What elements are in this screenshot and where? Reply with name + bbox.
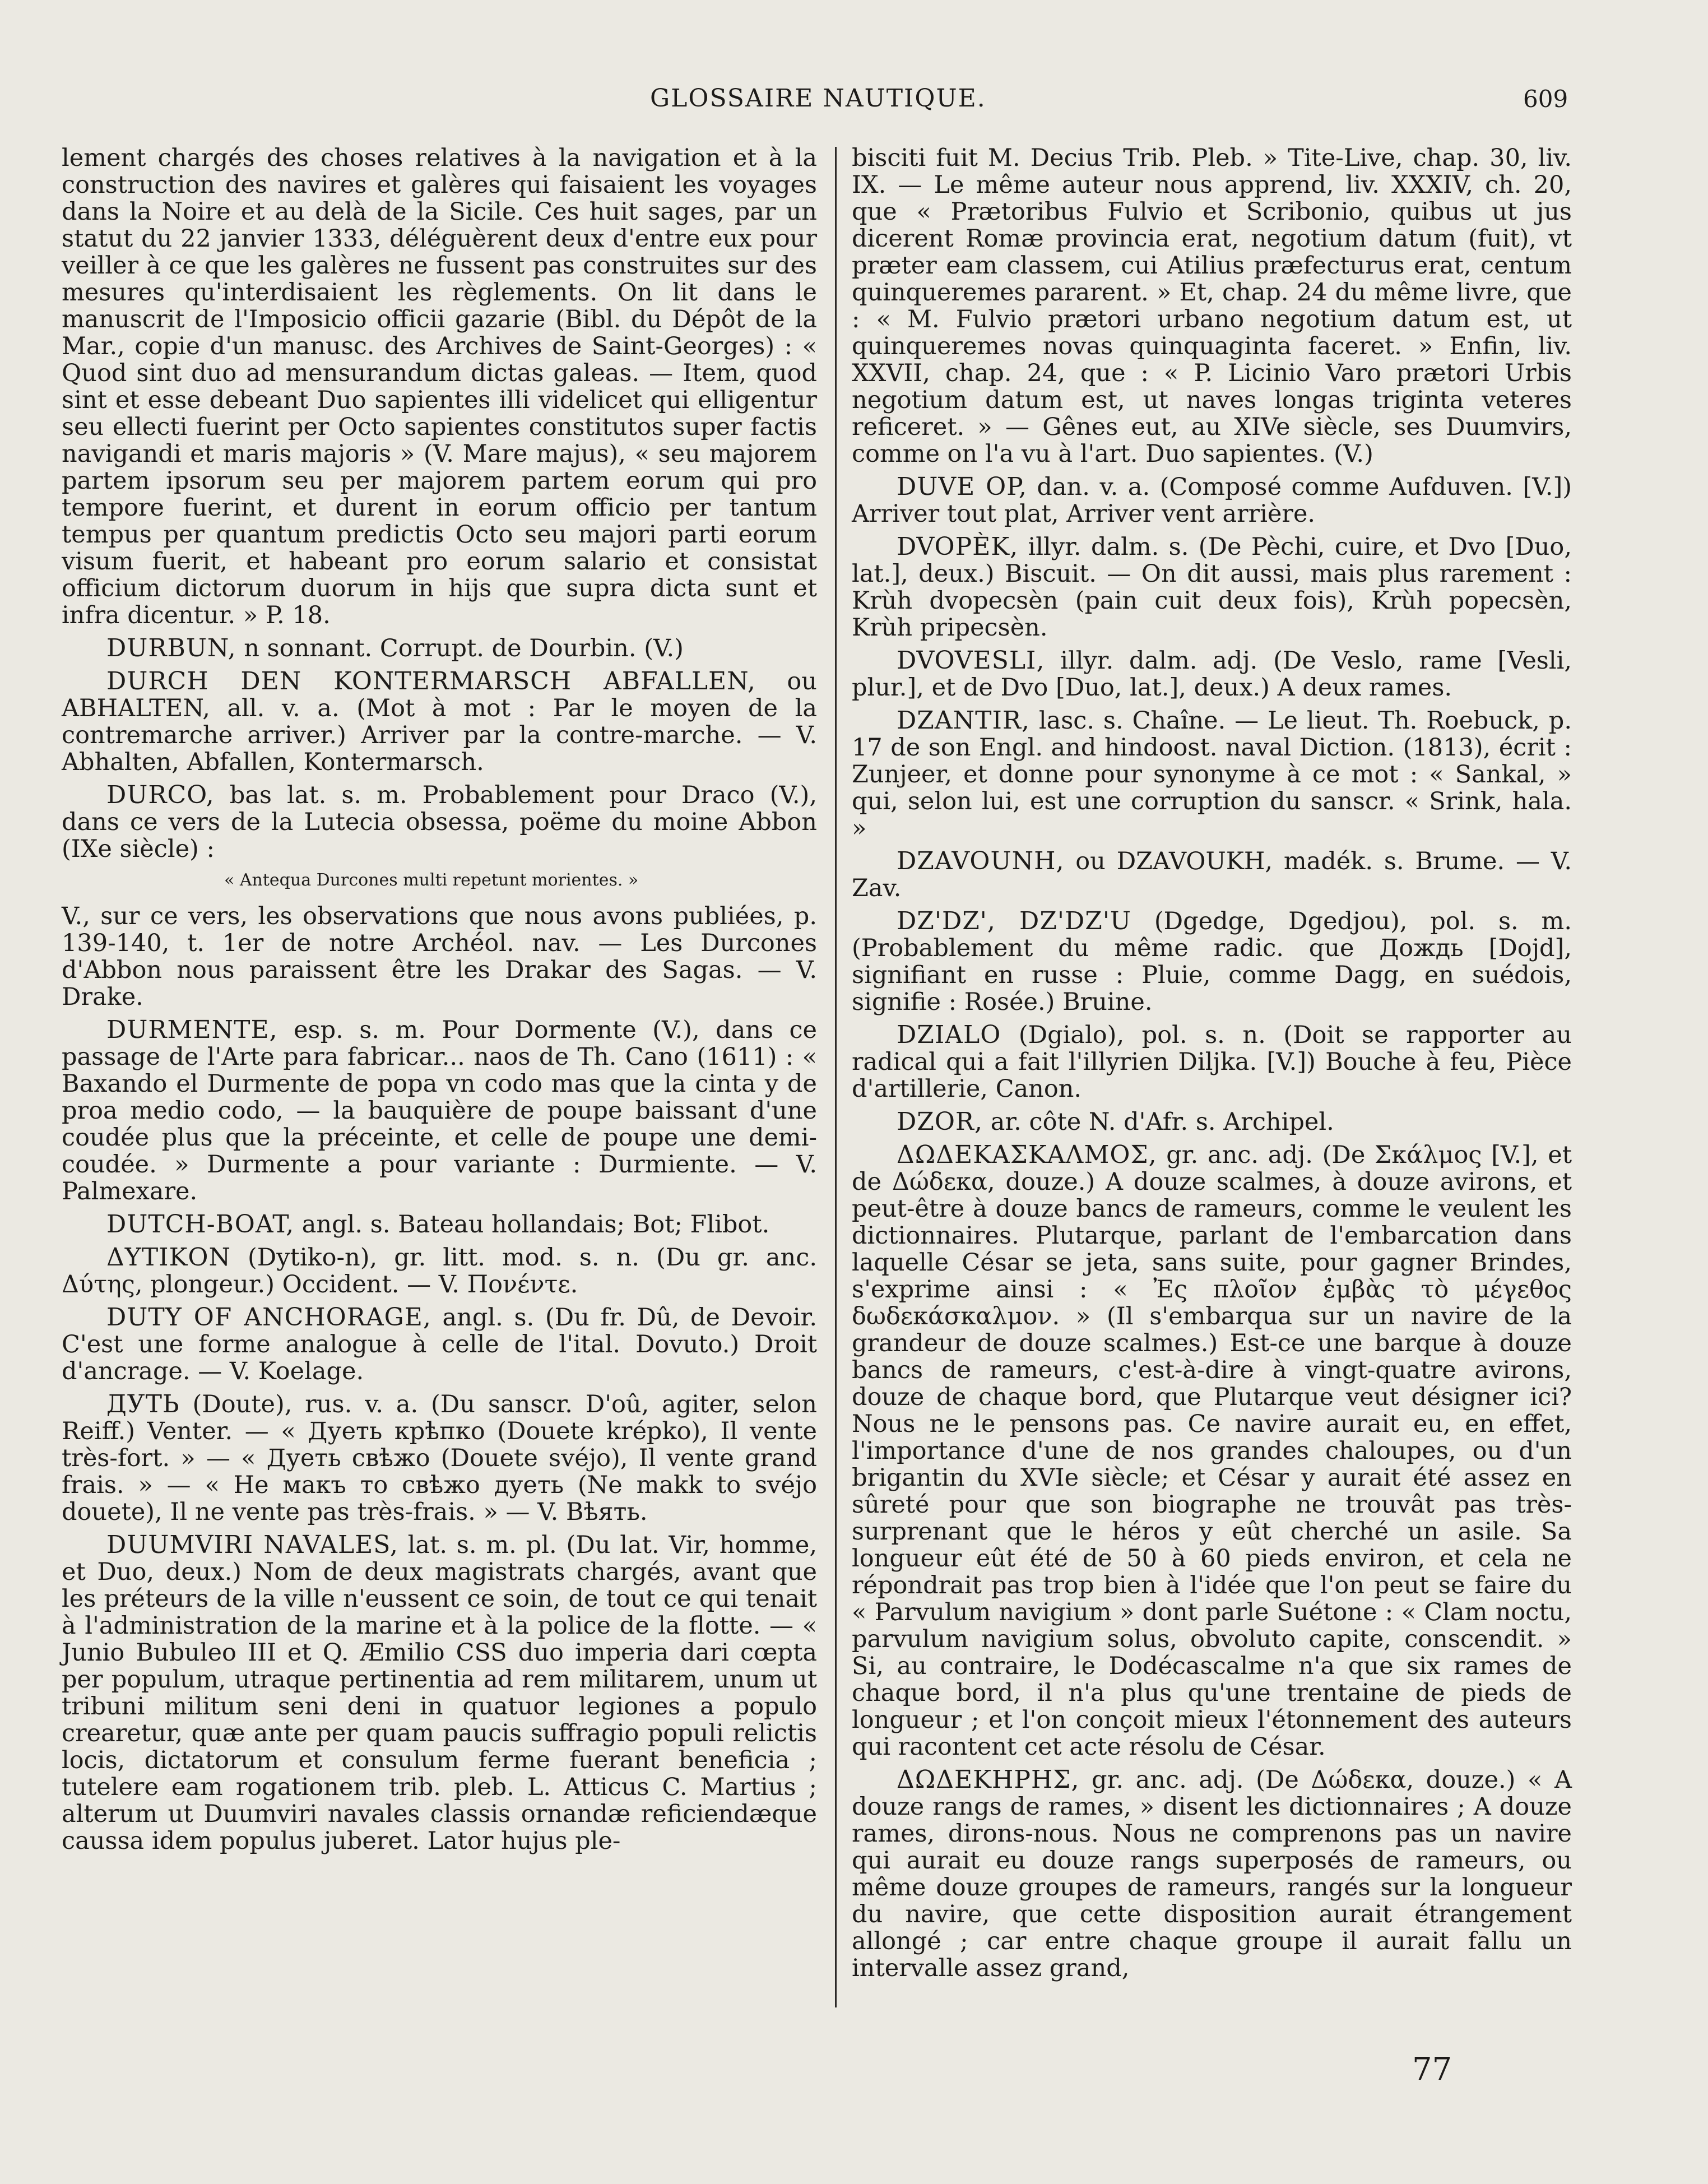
headword: ΔΩΔΕΚΑΣΚΑΛΜΟΣ, — [897, 1140, 1157, 1169]
dictionary-entry: DVOVESLI, illyr. dalm. adj. (De Veslo, rame [Vesli, plur.], et de Dvo [Duo, lat.], deux.) A deux rames. — [852, 646, 1572, 702]
dictionary-entry: ДУТЬ (Doute), rus. v. a. (Du sanscr. D'oû, agiter, selon Reiff.) Venter. — « Дуеть крѣпко (Douete krépko), Il vente très-fort. » — « Дуеть свѣжо (Douete svéjo), Il vente grand frais. » — « Не макъ то свѣжо дуеть (Ne makk to svéjo douete), Il ne vente pas très-frais. » — V. Вѣять. — [62, 1390, 817, 1526]
headword: ΔΥΤΙΚΟΝ — [106, 1243, 231, 1272]
dictionary-entry: DVOPÈK, illyr. dalm. s. (De Pèchi, cuire, et Dvo [Duo, lat.], deux.) Biscuit. — On dit aussi, mais plus rarement : Krùh dvopecsèn (pain cuit deux fois), Krùh popecsèn, Krùh pripecsèn. — [852, 532, 1572, 642]
dictionary-entry: DUVE OP, dan. v. a. (Composé comme Aufduven. [V.]) Arriver tout plat, Arriver vent arrière. — [852, 472, 1572, 528]
right-column — [852, 145, 1572, 1988]
headword: DZAVOUNH, — [897, 847, 1065, 875]
headword: DZIALO — [897, 1021, 1001, 1049]
dictionary-entry: ΔΥΤΙΚΟΝ (Dytiko-n), gr. litt. mod. s. n. (Du gr. anc. Δύτης, plongeur.) Occident. — V. Πονέντε. — [62, 1243, 817, 1299]
headword: DUTY OF ANCHORAGE, — [106, 1303, 431, 1332]
signature-mark: 77 — [1412, 2051, 1452, 2088]
dictionary-entry: DUTY OF ANCHORAGE, angl. s. (Du fr. Dû, de Devoir. C'est une forme analogue à celle de l'ital. Dovuto.) Droit d'ancrage. — V. Koelage. — [62, 1303, 818, 1385]
headword: DZANTIR, — [897, 706, 1030, 735]
left-column — [62, 145, 817, 1861]
dictionary-entry: DURCH DEN KONTERMARSCH ABFALLEN, ou ABHALTEN, all. v. a. (Mot à mot : Par le moyen de la contremarche arriver.) Arriver par la contre-marche. — V. Abhalten, Abfallen, Kontermarsch. — [62, 667, 817, 776]
page-number: 609 — [1523, 85, 1568, 113]
dictionary-entry: ΔΩΔΕΚΑΣΚΑΛΜΟΣ, gr. anc. adj. (De Σκάλμος [V.], et de Δώδεκα, douze.) A douze scalmes, à douze avirons, et peut-être à douze bancs de rameurs, comme le veulent les dictionnaires. Plutarque, parlant de l'embarcation dans laquelle César se jeta, sans suite, pour gagner Brindes, s'exprime ainsi : « Ἐς πλοῖον ἐμβὰς τὸ μέγεθος δωδεκάσκαλμον. » (Il s'embarqua sur un navire de la grandeur de douze scalmes.) Est-ce une barque à douze bancs de rameurs, c'est-à-dire à vingt-quatre avirons, douze de chaque bord, que Plutarque veut désigner ici? Nous ne le pensons pas. Ce navire aurait eu, en effet, l'importance d'une de nos grandes chaloupes, ou d'un brigantin du XVIe siècle; et César y aurait été assez en sûreté pour que son biographe ne trouvât pas très-surprenant que le héros y eût cherché un asile. Sa longueur eût été de 50 à 60 pieds environ, et cela ne répondrait pas trop bien à l'idée que l'on peut se faire du « Parvulum navigium » dont parle Suétone : « Clam noctu, parvulum navigium solus, obvoluto capite, conscendit. » Si, au contraire, le Dodécascalme n'a que six rames de chaque bord, il n'a plus qu'une trentaine de pieds de longueur ; et l'on conçoit mieux l'étonnement des auteurs qui racontent cet acte résolu de César. — [852, 1140, 1572, 1761]
headword: DUTCH-BOAT, — [106, 1210, 295, 1239]
dictionary-entry: DUTCH-BOAT, angl. s. Bateau hollandais; Bot; Flibot. — [106, 1210, 770, 1239]
headword: DURCH DEN KONTERMARSCH ABFALLEN, — [106, 667, 756, 695]
headword: DVOPÈK, — [897, 532, 1019, 561]
dictionary-entry: DZANTIR, lasc. s. Chaîne. — Le lieut. Th. Roebuck, p. 17 de son Engl. and hindoost. naval Diction. (1813), écrit : Zunjeer, et donne pour synonyme à ce mot : « Sankal, » qui, selon lui, est une corruption du sanscr. « Srink, hala. » — [852, 706, 1572, 842]
dictionary-entry: DZ'DZ', DZ'DZ'U (Dgedge, Dgedjou), pol. s. m. (Probablement du même radic. que Дождь [Dojd], signifiant en russe : Pluie, comme Dagg, en suédois, signifie : Rosée.) Bruine. — [852, 907, 1572, 1016]
dictionary-entry: DURMENTE, esp. s. m. Pour Dormente (V.), dans ce passage de l'Arte para fabricar... naos de Th. Cano (1611) : « Baxando el Durmente de popa vn codo mas que la cinta y de proa medio codo, — la bauquière de poupe baissant d'une coudée plus que la préceinte, et celle de poupe une demi-coudée. » Durmente a pour variante : Durmiente. — V. Palmexare. — [62, 1016, 817, 1205]
dictionary-entry: DUUMVIRI NAVALES, lat. s. m. pl. (Du lat. Vir, homme, et Duo, deux.) Nom de deux magistrats chargés, avant que les préteurs de la ville n'eussent ce soin, de tout ce qui tenait à l'administration de la marine et à la police de la flotte. — « Junio Bubuleo III et Q. Æmilio CSS duo imperia dari cœpta per populum, utraque pertinentia ad rem militarem, unum ut tribuni militum seni deni in quatuor legiones a populo crearetur, quæ ante per quam paucis suffragio populi relictis locis, dictatorum et consulum ferme fuerant beneficia ; tutelere eam rogationem trib. pleb. L. Atticus C. Martius ; alterum ut Duumviri navales classis ornandæ reficiendæque caussa idem populus juberet. Lator hujus ple- — [62, 1531, 817, 1855]
headword: DZ'DZ', DZ'DZ'U — [897, 907, 1132, 935]
headword: ΔΩΔΕΚΗΡΗΣ, — [897, 1765, 1080, 1794]
dictionary-entry: DZAVOUNH, ou DZAVOUKH, madék. s. Brume. — V. Zav. — [852, 847, 1572, 902]
running-head: GLOSSAIRE NAUTIQUE. — [650, 84, 986, 113]
headword: DZOR, — [897, 1107, 983, 1136]
headword: DUUMVIRI NAVALES, — [106, 1531, 398, 1559]
headword: DURCO, — [106, 781, 215, 809]
entry-continuation: V., sur ce vers, les observations que nous avons publiées, p. 139-140, t. 1er de notre Archéol. nav. — Les Durcones d'Abbon nous paraissent être les Drakar des Sagas. — V. Drake. — [62, 902, 817, 1011]
headword: DURBUN, — [106, 634, 236, 662]
dictionary-entry: DURCO, bas lat. s. m. Probablement pour Draco (V.), dans ce vers de la Lutecia obsessa, poëme du moine Abbon (IXe siècle) : — [62, 781, 817, 863]
verse-quote: « Antequa Durcones multi repetunt morientes. » — [224, 870, 639, 890]
dictionary-entry: DZIALO (Dgialo), pol. s. n. (Doit se rapporter au radical qui a fait l'illyrien Diljka. [V.]) Bouche à feu, Pièce d'artillerie, Canon. — [852, 1021, 1572, 1103]
column-divider — [835, 147, 837, 2007]
headword: DURMENTE, — [106, 1016, 278, 1044]
dictionary-entry: DURBUN, n sonnant. Corrupt. de Dourbin. (V.) — [106, 634, 684, 662]
entry-continuation: bisciti fuit M. Decius Trib. Pleb. » Tite-Live, chap. 30, liv. IX. — Le même auteur nous apprend, liv. XXXIV, ch. 20, que « Prætoribus Fulvio et Scribonio, quibus ut jus dicerent Romæ provincia erat, negotium datum (fuit), vt præter eam classem, cui Atilius præfecturus erat, centum quinqueremes pararent. » Et, chap. 24 du même livre, que : « M. Fulvio prætori urbano negotium datum est, ut quinqueremes novas quinquaginta faceret. » Enfin, liv. XXVII, chap. 24, que : « P. Licinio Varo prætori Urbis negotium datum est, ut naves longas triginta veteres reficeret. » — Gênes eut, au XIVe siècle, ses Duumvirs, comme on l'a vu à l'art. Duo sapientes. (V.) — [852, 144, 1572, 468]
headword: DVOVESLI, — [897, 646, 1045, 675]
dictionary-entry: DZOR, ar. côte N. d'Afr. s. Archipel. — [897, 1107, 1334, 1136]
headword: DUVE OP, — [897, 472, 1027, 501]
dictionary-entry: ΔΩΔΕΚΗΡΗΣ, gr. anc. adj. (De Δώδεκα, douze.) « A douze rangs de rames, » disent les dictionnaires ; A douze rames, dirons-nous. Nous ne comprenons pas un navire qui aurait eu douze rangs superposés de rameurs, ou même douze groupes de rameurs, rangés sur la longueur du navire, que cette disposition aurait étrangement allongé ; car entre chaque groupe il aurait fallu un intervalle assez grand, — [852, 1765, 1572, 1982]
headword: ДУТЬ — [106, 1390, 180, 1418]
entry-continuation: lement chargés des choses relatives à la navigation et à la construction des navires et galères qui faisaient les voyages dans la Noire et au delà de la Sicile. Ces huit sages, par un statut du 22 janvier 1333, déléguèrent deux d'entre eux pour veiller à ce que les galères ne fussent pas construites sur des mesures qu'interdisaient les règlements. On lit dans le manuscrit de l'Imposicio officii gazarie (Bibl. du Dépôt de la Mar., copie d'un manusc. des Archives de Saint-Georges) : « Quod sint duo ad mensurandum dictas galeas. — Item, quod sint et esse debeant Duo sapientes illi videlicet qui elligentur seu ellecti fuerint per Octo sapientes constitutos super factis navigandi et maris majoris » (V. Mare majus), « seu majorem partem ipsorum seu per majorem partem eorum qui pro tempore fuerint, et durent in eorum officio per tantum tempus per quantum predictis Octo seu majori parti eorum visum fuerit, et habeant pro eorum salario et consistat officium dictorum duorum in hijs que supra dicta sunt et infra dicentur. » P. 18. — [62, 144, 817, 629]
